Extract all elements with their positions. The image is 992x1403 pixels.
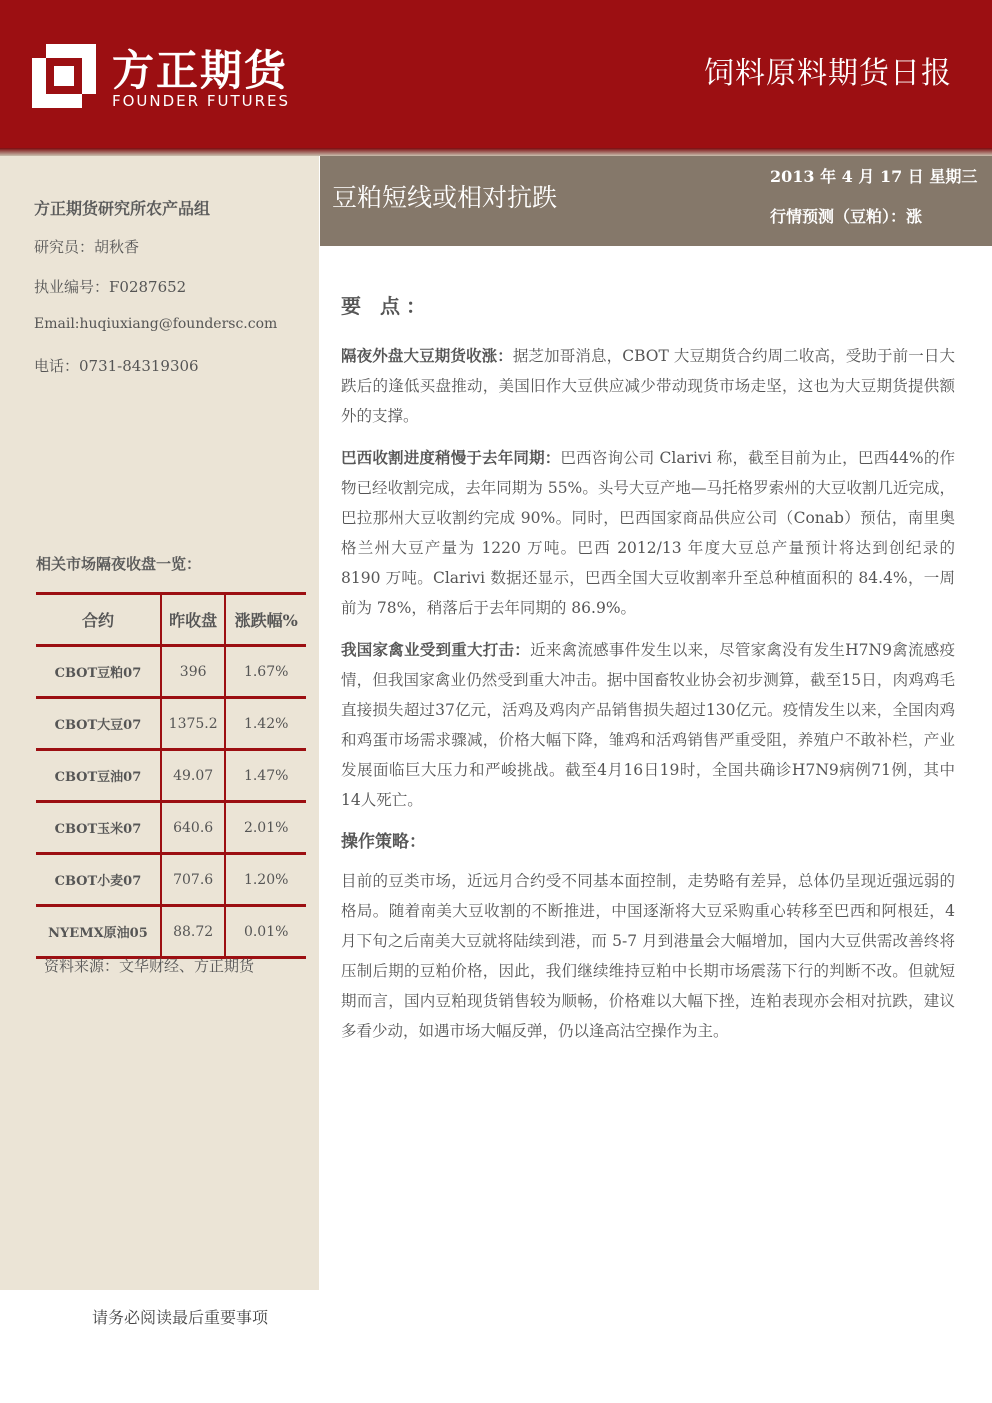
contract-cell: CBOT豆粕07 — [36, 646, 161, 698]
header-close: 昨收盘 — [161, 594, 226, 646]
article-title: 豆粕短线或相对抗跌 — [332, 183, 558, 212]
paragraph — [341, 341, 955, 431]
paragraph-text: 据芝加哥消息，CBOT 大豆期货合约周二收高，受助于前一日大跌后的逢低买盘推动，美国旧作大豆供应减少带动现货市场走坚，这也为大豆期货提供额外的支撑。 — [341, 347, 955, 425]
paragraph-text: 近来禽流感事件发生以来，尽管家禽没有发生H7N9禽流感疫情，但我国家禽业仍然受到重大冲击。据中国畜牧业协会初步测算，截至15日，肉鸡鸡毛直接损失超过37亿元，活鸡及鸡肉产品销售损失超过130亿元。疫情发生以来，全国肉鸡和鸡蛋市场需求骤减，价格大幅下降，雏鸡和活鸡销售严重受阻，养殖户不敢补栏，产业发展面临巨大压力和严峻挑战。截至4月16日19时，全国共确诊H7N9病例71例，其中14人死亡。 — [341, 641, 955, 809]
overnight-quotes-table — [36, 592, 306, 959]
market-table-title: 相关市场隔夜收盘一览： — [36, 555, 202, 573]
change-cell: 1.42% — [225, 698, 306, 750]
close-cell: 707.6 — [161, 854, 226, 906]
header-contract: 合约 — [36, 594, 161, 646]
paragraph-text: 巴西咨询公司 Clarivi 称，截至目前为止，巴西44%的作物已经收割完成，去年同期为 55%。头号大豆产地—马托格罗索州的大豆收割几近完成，巴拉那州大豆收割约完成 90%。同时，巴西国家商品供应公司（Conab）预估，南里奥格兰州大豆产量为 1220 万吨。巴西 2012/13 年度大豆总产量预计将达到创纪录的 8190 万吨。Clarivi 数据还显示，巴西全国大豆收割率升至总种植面积的 84.4%，一周前为 78%，稍落后于去年同期的 86.9%。 — [341, 449, 955, 617]
data-source: 资料来源：文华财经、方正期货 — [44, 957, 255, 975]
table-row — [36, 646, 306, 698]
change-cell: 2.01% — [225, 802, 306, 854]
strategy-paragraph: 目前的豆类市场，近远月合约受不同基本面控制，走势略有差异，总体仍呈现近强远弱的格局。随着南美大豆收割的不断推进，中国逐渐将大豆采购重心转移至巴西和阿根廷，4 月下旬之后南美大豆就将陆续到港，而 5-7 月到港量会大幅增加，国内大豆供需改善终将压制后期的豆粕价格，因此，我们继续维持豆粕中长期市场震荡下行的判断不改。但就短期而言，国内豆粕现货销售较为顺畅，价格难以大幅下挫，连粕表现亦会相对抗跌，建议多看少动，如遇市场大幅反弹，仍以逢高沽空操作为主。 — [341, 872, 955, 1040]
strategy-heading: 操作策略： — [341, 832, 426, 852]
table-row — [36, 802, 306, 854]
paragraph — [341, 635, 955, 815]
contract-cell: CBOT大豆07 — [36, 698, 161, 750]
paragraph — [341, 443, 955, 623]
title-band — [320, 156, 992, 246]
change-cell: 1.47% — [225, 750, 306, 802]
logo-chinese-name: 方正期货 — [112, 46, 289, 95]
report-title: 饲料原料期货日报 — [704, 56, 952, 91]
table-row — [36, 698, 306, 750]
logo-english-name: FOUNDER FUTURES — [112, 92, 291, 110]
paragraph-lead: 隔夜外盘大豆期货收涨： — [341, 346, 513, 365]
phone-number: 电话：0731-84319306 — [34, 357, 199, 375]
paragraph-lead: 巴西收割进度稍慢于去年同期： — [341, 448, 561, 467]
paragraph-lead: 我国家禽业受到重大打击： — [341, 640, 531, 659]
close-cell: 88.72 — [161, 906, 226, 958]
header-bar — [0, 0, 992, 148]
change-cell: 0.01% — [225, 906, 306, 958]
contract-cell: CBOT玉米07 — [36, 802, 161, 854]
report-date: 2013 年 4 月 17 日 星期三 — [770, 167, 978, 186]
market-forecast: 行情预测（豆粕）：涨 — [770, 207, 923, 226]
header-change: 涨跌幅% — [225, 594, 306, 646]
researcher-name: 研究员：胡秋香 — [34, 238, 140, 256]
email-address: Email:huqiuxiang@foundersc.com — [34, 316, 278, 332]
contract-cell: CBOT豆油07 — [36, 750, 161, 802]
change-cell: 1.20% — [225, 854, 306, 906]
key-points-heading: 要 点： — [341, 294, 432, 318]
table-row — [36, 750, 306, 802]
close-cell: 640.6 — [161, 802, 226, 854]
close-cell: 1375.2 — [161, 698, 226, 750]
founder-logo-icon — [32, 44, 96, 108]
table-header-row — [36, 594, 306, 646]
change-cell: 1.67% — [225, 646, 306, 698]
research-group: 方正期货研究所农产品组 — [34, 199, 211, 218]
header-shadow — [0, 148, 992, 156]
contract-cell: NYEMX原油05 — [36, 906, 161, 958]
table-row — [36, 906, 306, 958]
contract-cell: CBOT小麦07 — [36, 854, 161, 906]
table-row — [36, 854, 306, 906]
license-number: 执业编号：F0287652 — [34, 278, 187, 296]
important-notice: 请务必阅读最后重要事项 — [92, 1308, 269, 1327]
close-cell: 396 — [161, 646, 226, 698]
main-content — [341, 290, 955, 1058]
close-cell: 49.07 — [161, 750, 226, 802]
